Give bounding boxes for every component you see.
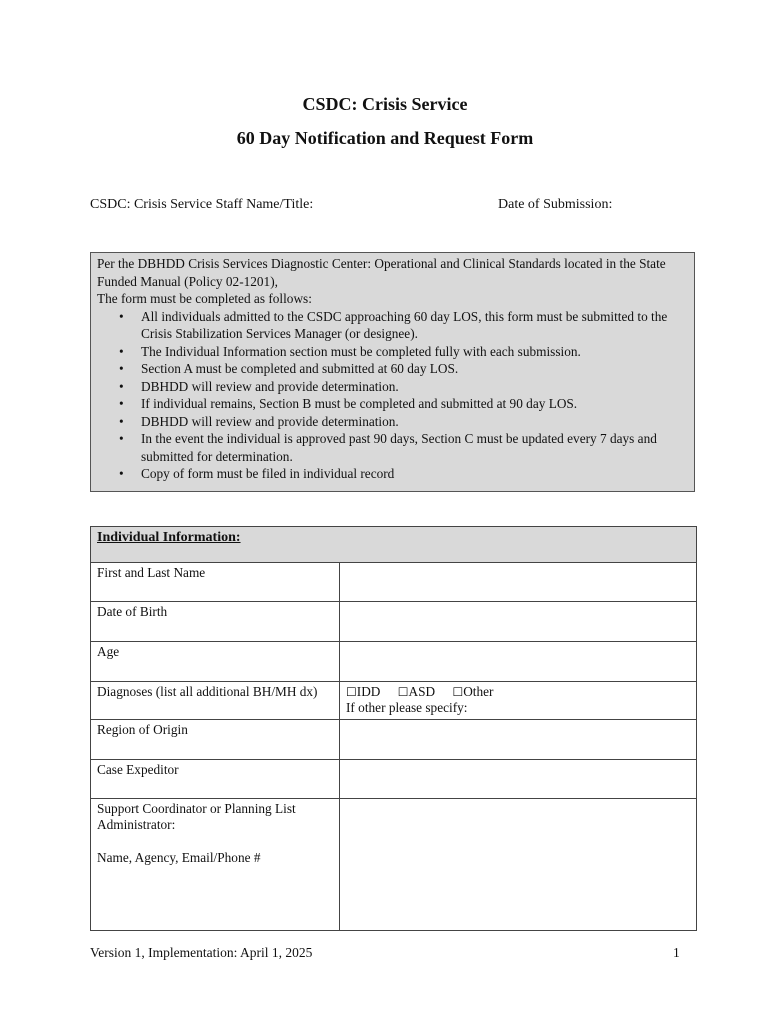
first-last-name-label: First and Last Name — [91, 563, 340, 602]
idd-checkbox[interactable]: ☐IDD — [346, 684, 381, 699]
case-expeditor-field[interactable] — [340, 760, 697, 799]
age-field[interactable] — [340, 642, 697, 682]
instruction-item: • Section A must be completed and submitted at 60 day LOS. — [119, 361, 459, 376]
age-label: Age — [91, 642, 340, 682]
checkbox-icon: ☐ — [452, 685, 464, 699]
region-of-origin-label: Region of Origin — [91, 720, 340, 760]
other-specify-label: If other please specify: — [346, 700, 468, 715]
date-of-birth-field[interactable] — [340, 602, 697, 642]
table-header-row — [91, 527, 697, 563]
bullet-icon: • — [119, 361, 124, 376]
support-coordinator-subtitle: Name, Agency, Email/Phone # — [97, 850, 261, 865]
date-of-submission-label: Date of Submission: — [498, 197, 613, 212]
region-of-origin-field[interactable] — [340, 720, 697, 760]
first-last-name-field[interactable] — [340, 563, 697, 602]
table-row — [91, 602, 697, 642]
case-expeditor-label: Case Expeditor — [91, 760, 340, 799]
checkbox-icon: ☐ — [397, 685, 409, 699]
date-of-birth-label: Date of Birth — [91, 602, 340, 642]
bullet-icon: • — [119, 343, 124, 359]
instruction-item: • DBHDD will review and provide determination. — [119, 413, 399, 429]
table-row — [91, 563, 697, 602]
instruction-item: • If individual remains, Section B must be completed and submitted at 90 day LOS. — [119, 396, 578, 411]
bullet-icon: • — [119, 413, 124, 429]
instructions-intro: Per the DBHDD Crisis Services Diagnostic Center: Operational and Clinical Standards located in the State Funded Manual (Policy 02-1201), — [97, 256, 666, 289]
bullet-icon: • — [119, 378, 124, 394]
other-checkbox[interactable]: ☐Other — [452, 684, 494, 699]
asd-checkbox[interactable]: ☐ASD — [397, 684, 436, 699]
bullet-icon: • — [119, 466, 124, 481]
instructions-list — [97, 308, 688, 483]
instructions-lead: The form must be completed as follows: — [97, 291, 312, 306]
instruction-item: • All individuals admitted to the CSDC approaching 60 day LOS, this form must be submitted to the Crisis Stabilization Services Manager (or designee). — [119, 308, 668, 341]
instructions-box — [90, 252, 695, 492]
version-footer: Version 1, Implementation: April 1, 2025 — [90, 945, 313, 960]
support-coordinator-label — [91, 799, 340, 931]
diagnoses-field — [340, 682, 697, 720]
checkbox-icon: ☐ — [346, 685, 357, 699]
diagnoses-label: Diagnoses (list all additional BH/MH dx) — [91, 682, 340, 720]
table-row — [91, 760, 697, 799]
instruction-item: • In the event the individual is approved past 90 days, Section C must be updated every 7 days and submitted for determination. — [119, 431, 657, 464]
page-number: 1 — [673, 945, 680, 960]
instruction-item: • DBHDD will review and provide determination. — [119, 378, 399, 394]
bullet-icon: • — [119, 431, 124, 446]
form-subtitle: 60 Day Notification and Request Form — [236, 128, 534, 148]
instruction-item: • The Individual Information section must be completed fully with each submission. — [119, 343, 581, 359]
support-coordinator-title: Support Coordinator or Planning List Administrator: — [97, 801, 296, 832]
individual-information-heading: Individual Information: — [97, 530, 241, 545]
instruction-item: • Copy of form must be filed in individual record — [119, 466, 395, 481]
bullet-icon: • — [119, 308, 124, 324]
table-row — [91, 720, 697, 760]
form-title: CSDC: Crisis Service — [302, 94, 468, 114]
table-row — [91, 642, 697, 682]
table-row — [91, 682, 697, 720]
staff-name-title-label: CSDC: Crisis Service Staff Name/Title: — [90, 197, 314, 212]
table-row — [91, 799, 697, 931]
support-coordinator-field[interactable] — [340, 799, 697, 931]
bullet-icon: • — [119, 396, 124, 411]
individual-information-table — [90, 526, 697, 931]
